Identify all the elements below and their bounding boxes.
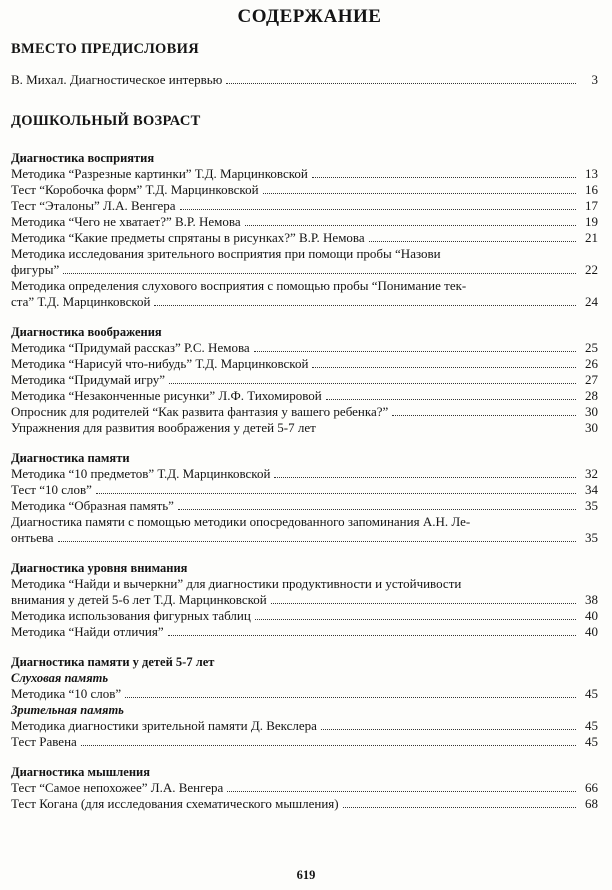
toc-entry[interactable]: Методика использования фигурных таблиц 40 — [11, 608, 598, 623]
dot-leader — [168, 635, 576, 636]
page-number: 19 — [585, 214, 598, 229]
page-number: 35 — [585, 530, 598, 545]
dot-leader — [226, 83, 576, 84]
dot-leader — [96, 493, 576, 494]
section-heading-imagination: Диагностика воображения — [11, 325, 162, 339]
dot-leader — [178, 509, 576, 510]
page-number: 22 — [585, 262, 598, 277]
dot-leader — [245, 225, 576, 226]
toc-entry[interactable]: Методика исследования зрительного восприятия при помощи пробы “Назови фигуры” 22 — [11, 246, 598, 277]
dot-leader — [312, 177, 576, 178]
page-number: 24 — [585, 294, 598, 309]
dot-leader — [274, 477, 576, 478]
toc-entry[interactable]: Методика “Разрезные картинки” Т.Д. Марцинковской 13 — [11, 166, 598, 181]
dot-leader — [255, 619, 576, 620]
toc-entry[interactable]: Методика определения слухового восприятия с помощью пробы “Понимание тек- ста” Т.Д. Марцинковской 24 — [11, 278, 598, 309]
dot-leader — [312, 367, 576, 368]
toc-entry[interactable]: Методика “10 слов” 45 — [11, 686, 598, 701]
subsection-heading-visual: Зрительная память — [11, 703, 124, 717]
dot-leader — [58, 541, 576, 542]
toc-entry[interactable]: Тест Равена 45 — [11, 734, 598, 749]
page-number: 35 — [585, 498, 598, 513]
toc-entry[interactable]: Диагностика памяти с помощью методики опосредованного запоминания А.Н. Ле- онтьева 35 — [11, 514, 598, 545]
page-number: 38 — [585, 592, 598, 607]
page-number: 45 — [585, 686, 598, 701]
page-number: 25 — [585, 340, 598, 355]
toc-entry[interactable]: Упражнения для развития воображения у детей 5-7 лет 30 — [11, 420, 598, 435]
toc-entry[interactable]: Методика “Незаконченные рисунки” Л.Ф. Тихомировой 28 — [11, 388, 598, 403]
toc-entry[interactable]: Методика диагностики зрительной памяти Д. Векслера 45 — [11, 718, 598, 733]
page-number: 40 — [585, 608, 598, 623]
toc-entry[interactable]: Методика “Чего не хватает?” В.Р. Немова 19 — [11, 214, 598, 229]
toc-entry[interactable]: Тест “10 слов” 34 — [11, 482, 598, 497]
toc-entry[interactable]: Методика “Какие предметы спрятаны в рисунках?” В.Р. Немова 21 — [11, 230, 598, 245]
section-heading-memory-5-7: Диагностика памяти у детей 5-7 лет — [11, 655, 215, 669]
dot-leader — [254, 351, 576, 352]
toc-entry[interactable]: В. Михал. Диагностическое интервью 3 — [11, 72, 598, 87]
subsection-heading-auditory: Слуховая память — [11, 671, 109, 685]
page-number: 17 — [585, 198, 598, 213]
page-number: 30 — [585, 420, 598, 435]
page-number: 13 — [585, 166, 598, 181]
page-number: 26 — [585, 356, 598, 371]
dot-leader — [63, 273, 576, 274]
page-number: 30 — [585, 404, 598, 419]
page-number: 21 — [585, 230, 598, 245]
dot-leader — [263, 193, 576, 194]
section-heading-attention: Диагностика уровня внимания — [11, 561, 188, 575]
dot-leader — [321, 729, 576, 730]
footer-page-number: 619 — [296, 868, 316, 882]
section-heading-memory: Диагностика памяти — [11, 451, 130, 465]
page-number: 45 — [585, 734, 598, 749]
dot-leader — [125, 697, 576, 698]
page-number: 40 — [585, 624, 598, 639]
dot-leader — [180, 209, 576, 210]
page-title: СОДЕРЖАНИЕ — [237, 6, 382, 27]
part-heading-intro: ВМЕСТО ПРЕДИСЛОВИЯ — [11, 41, 199, 57]
dot-leader — [271, 603, 576, 604]
toc-entry[interactable]: Методика “Придумай игру” 27 — [11, 372, 598, 387]
page-number: 32 — [585, 466, 598, 481]
page-number: 45 — [585, 718, 598, 733]
dot-leader — [169, 383, 576, 384]
dot-leader — [369, 241, 576, 242]
page-number: 16 — [585, 182, 598, 197]
dot-leader — [154, 305, 576, 306]
toc-entry[interactable]: Методика “Придумай рассказ” Р.С. Немова 25 — [11, 340, 598, 355]
toc-page — [11, 0, 598, 812]
section-heading-thinking: Диагностика мышления — [11, 765, 151, 779]
dot-leader — [326, 399, 576, 400]
page-number: 27 — [585, 372, 598, 387]
toc-entry[interactable]: Тест “Эталоны” Л.А. Венгера 17 — [11, 198, 598, 213]
part-heading-preschool: ДОШКОЛЬНЫЙ ВОЗРАСТ — [11, 113, 201, 129]
section-heading-perception: Диагностика восприятия — [11, 151, 155, 165]
dot-leader — [81, 745, 576, 746]
toc-entry[interactable]: Методика “Нарисуй что-нибудь” Т.Д. Марцинковской 26 — [11, 356, 598, 371]
page-number: 66 — [585, 780, 598, 795]
dot-leader — [392, 415, 576, 416]
toc-entry[interactable]: Методика “Найди отличия” 40 — [11, 624, 598, 639]
toc-entry[interactable]: Тест Когана (для исследования схематического мышления) 68 — [11, 796, 598, 811]
toc-entry[interactable]: Методика “10 предметов” Т.Д. Марцинковской 32 — [11, 466, 598, 481]
dot-leader — [343, 807, 576, 808]
toc-entry[interactable]: Тест “Коробочка форм” Т.Д. Марцинковской 16 — [11, 182, 598, 197]
toc-entry[interactable]: Опросник для родителей “Как развита фантазия у вашего ребенка?” 30 — [11, 404, 598, 419]
page-number: 68 — [585, 796, 598, 811]
page-number: 34 — [585, 482, 598, 497]
toc-entry[interactable]: Тест “Самое непохожее” Л.А. Венгера 66 — [11, 780, 598, 795]
toc-entry[interactable]: Методика “Найди и вычеркни” для диагностики продуктивности и устойчивости внимания у детей 5-6 лет Т.Д. Марцинковской 38 — [11, 576, 598, 607]
dot-leader — [227, 791, 576, 792]
page-number: 28 — [585, 388, 598, 403]
toc-entry[interactable]: Методика “Образная память” 35 — [11, 498, 598, 513]
page-number: 3 — [591, 72, 598, 87]
